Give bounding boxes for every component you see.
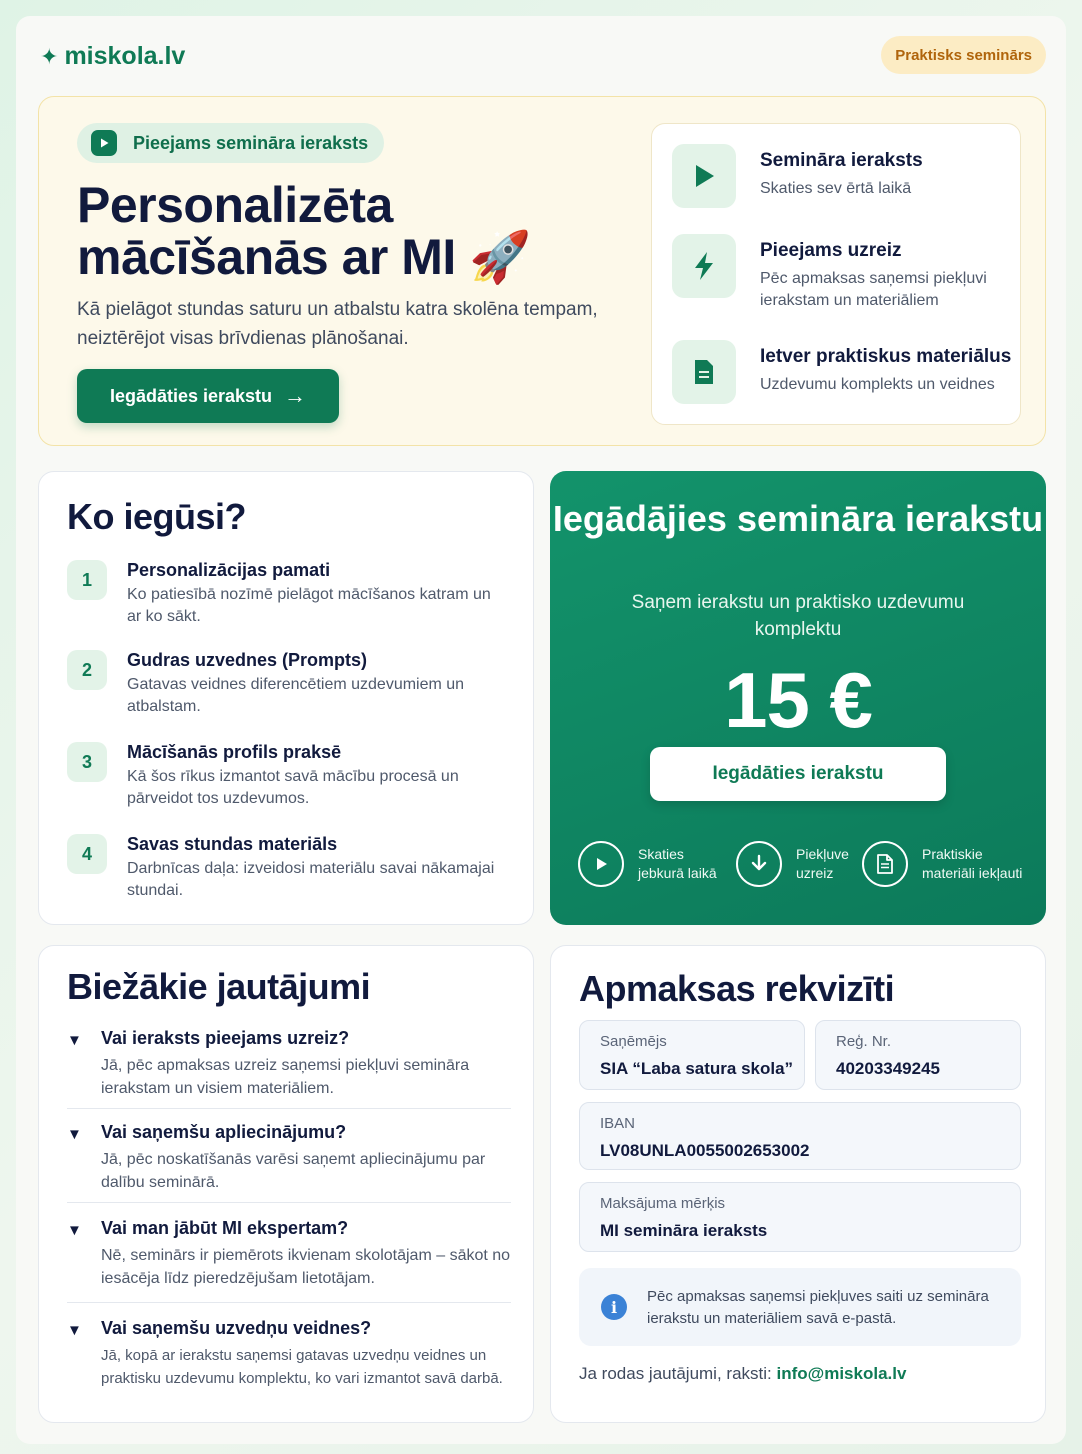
benefit-title: Savas stundas materiāls: [127, 834, 338, 854]
hero-section: [38, 96, 1046, 446]
hero-description: Kā pielāgot stundas saturu un atbalstu katra skolēna tempam, neiztērējot visas brīvdienas plānošanai.: [77, 299, 598, 349]
caret-down-icon: ▼: [67, 1322, 82, 1339]
feature-subtitle: Uzdevumu komplekts un veidnes: [760, 376, 995, 393]
pricing-title: Iegādājies semināra ierakstu: [552, 498, 1044, 539]
iban-label: IBAN: [600, 1115, 636, 1132]
faq-answer: Jā, kopā ar ierakstu saņemsi gatavas uzvedņu veidnes un praktisku uzdevumu komplektu, ko vari izmantot savā darbā.: [101, 1347, 503, 1387]
badge-label: Pieejams semināra ieraksts: [133, 132, 369, 153]
payment-purpose-field[interactable]: [579, 1182, 1021, 1252]
logo[interactable]: [40, 42, 185, 71]
page: [16, 16, 1066, 1444]
document-icon: [672, 340, 736, 404]
benefits-title: Ko iegūsi?: [67, 496, 247, 537]
payment-card: [550, 945, 1046, 1423]
recording-available-badge: [77, 123, 384, 163]
feature-subtitle: Skaties sev ērtā laikā: [760, 180, 912, 197]
caret-down-icon: ▼: [67, 1032, 82, 1049]
benefit-text: Gatavas veidnes diferencētiem uzdevumiem un atbalstam.: [127, 676, 465, 715]
recipient-value: SIA “Laba satura skola”: [600, 1059, 794, 1078]
payment-purpose-value: MI semināra ieraksts: [600, 1221, 768, 1240]
feature-title: Pieejams uzreiz: [760, 240, 902, 261]
reg-number-value: 40203349245: [836, 1059, 941, 1078]
pricing-feature: [736, 841, 856, 887]
features-card: [651, 123, 1021, 425]
divider: [67, 1108, 511, 1109]
divider: [67, 1202, 511, 1203]
benefit-number: 4: [67, 834, 107, 874]
seminar-type-badge: Praktisks seminārs: [881, 36, 1046, 74]
page-title: Personalizēta mācīšanās ar MI 🚀: [77, 177, 531, 285]
download-icon: [736, 841, 782, 887]
price: 15 €: [724, 656, 872, 744]
faq-title: Biežākie jautājumi: [67, 966, 371, 1007]
benefit-title: Gudras uzvednes (Prompts): [127, 650, 368, 670]
faq-question[interactable]: Vai ieraksts pieejams uzreiz?: [101, 1028, 350, 1048]
benefit-text: Ko patiesībā nozīmē pielāgot mācīšanos katram un ar ko sākt.: [127, 586, 491, 625]
play-icon: [672, 144, 736, 208]
benefit-text: Kā šos rīkus izmantot savā mācību procesā un pārveidot tos uzdevumos.: [127, 768, 459, 807]
info-note: [579, 1268, 1021, 1346]
pricing-feature: [578, 841, 722, 887]
play-circle-icon: [578, 841, 624, 887]
benefit-title: Personalizācijas pamati: [127, 560, 331, 580]
info-note-text: Pēc apmaksas saņemsi piekļuves saiti uz semināra ierakstu un materiāliem savā e-pastā.: [647, 1288, 989, 1327]
feature-title: Semināra ieraksts: [760, 150, 923, 171]
contact-email-link[interactable]: info@miskola.lv: [776, 1364, 907, 1383]
pricing-feature-text: Skaties jebkurā laikā: [638, 846, 717, 881]
payment-title: Apmaksas rekvizīti: [579, 968, 895, 1009]
benefit-number: 1: [67, 560, 107, 600]
benefits-card: [38, 471, 534, 925]
benefit-title: Mācīšanās profils praksē: [127, 742, 342, 762]
faq-answer: Jā, pēc noskatīšanās varēsi saņemt apliecinājumu par dalību seminārā.: [101, 1151, 486, 1191]
benefit-number: 3: [67, 742, 107, 782]
feature-subtitle: Pēc apmaksas saņemsi piekļuvi ierakstam un materiāliem: [760, 270, 987, 309]
benefit-text: Darbnīcas daļa: izveidosi materiālu savai nākamajai stundai.: [127, 860, 495, 899]
lightning-icon: [672, 234, 736, 298]
pricing-card: [550, 471, 1046, 925]
pricing-feature: [862, 841, 1026, 887]
benefit-number: 2: [67, 650, 107, 690]
iban-value: LV08UNLA0055002653002: [600, 1141, 810, 1160]
top-bar: [40, 36, 1046, 76]
reg-number-field[interactable]: [815, 1020, 1021, 1090]
buy-button-label: Iegādāties ierakstu: [109, 385, 273, 406]
payment-purpose-label: Maksājuma mērķis: [600, 1195, 726, 1212]
faq-question[interactable]: Vai saņemšu uzvedņu veidnes?: [101, 1318, 372, 1338]
pricing-feature-text: Piekļuve uzreiz: [796, 846, 849, 881]
iban-field[interactable]: [579, 1102, 1021, 1170]
arrow-right-icon: →: [284, 383, 307, 408]
recipient-label: Saņēmējs: [600, 1033, 667, 1050]
faq-answer: Jā, pēc apmaksas uzreiz saņemsi piekļuvi semināra ierakstam un visiem materiāliem.: [101, 1057, 470, 1097]
contact-prefix: Ja rodas jautājumi, raksti:: [579, 1364, 772, 1383]
sparkle-icon: ✦: [40, 43, 59, 69]
info-icon: i: [601, 1294, 627, 1320]
caret-down-icon: ▼: [67, 1222, 82, 1239]
reg-number-label: Reģ. Nr.: [836, 1033, 892, 1050]
caret-down-icon: ▼: [67, 1126, 82, 1143]
faq-question[interactable]: Vai man jābūt MI ekspertam?: [101, 1218, 349, 1238]
buy-recording-button[interactable]: [77, 369, 339, 423]
contact-line: [579, 1364, 906, 1384]
logo-text: miskola.lv: [64, 42, 186, 70]
faq-answer: Nē, seminārs ir piemērots ikvienam skolotājam – sākot no iesācēja līdz pieredzējušam lietotājam.: [101, 1247, 511, 1287]
faq-question[interactable]: Vai saņemšu apliecinājumu?: [101, 1122, 347, 1142]
feature-title: Ietver praktiskus materiālus: [760, 346, 1012, 367]
pricing-feature-text: Praktiskie materiāli iekļauti: [922, 846, 1023, 881]
play-icon: [91, 130, 117, 156]
faq-card: [38, 945, 534, 1423]
recipient-field[interactable]: [579, 1020, 805, 1090]
file-icon: [862, 841, 908, 887]
buy-recording-button-secondary[interactable]: Iegādāties ierakstu: [650, 747, 946, 801]
divider: [67, 1302, 511, 1303]
pricing-subtitle: Saņem ierakstu un praktisko uzdevumu komplektu: [631, 592, 965, 640]
